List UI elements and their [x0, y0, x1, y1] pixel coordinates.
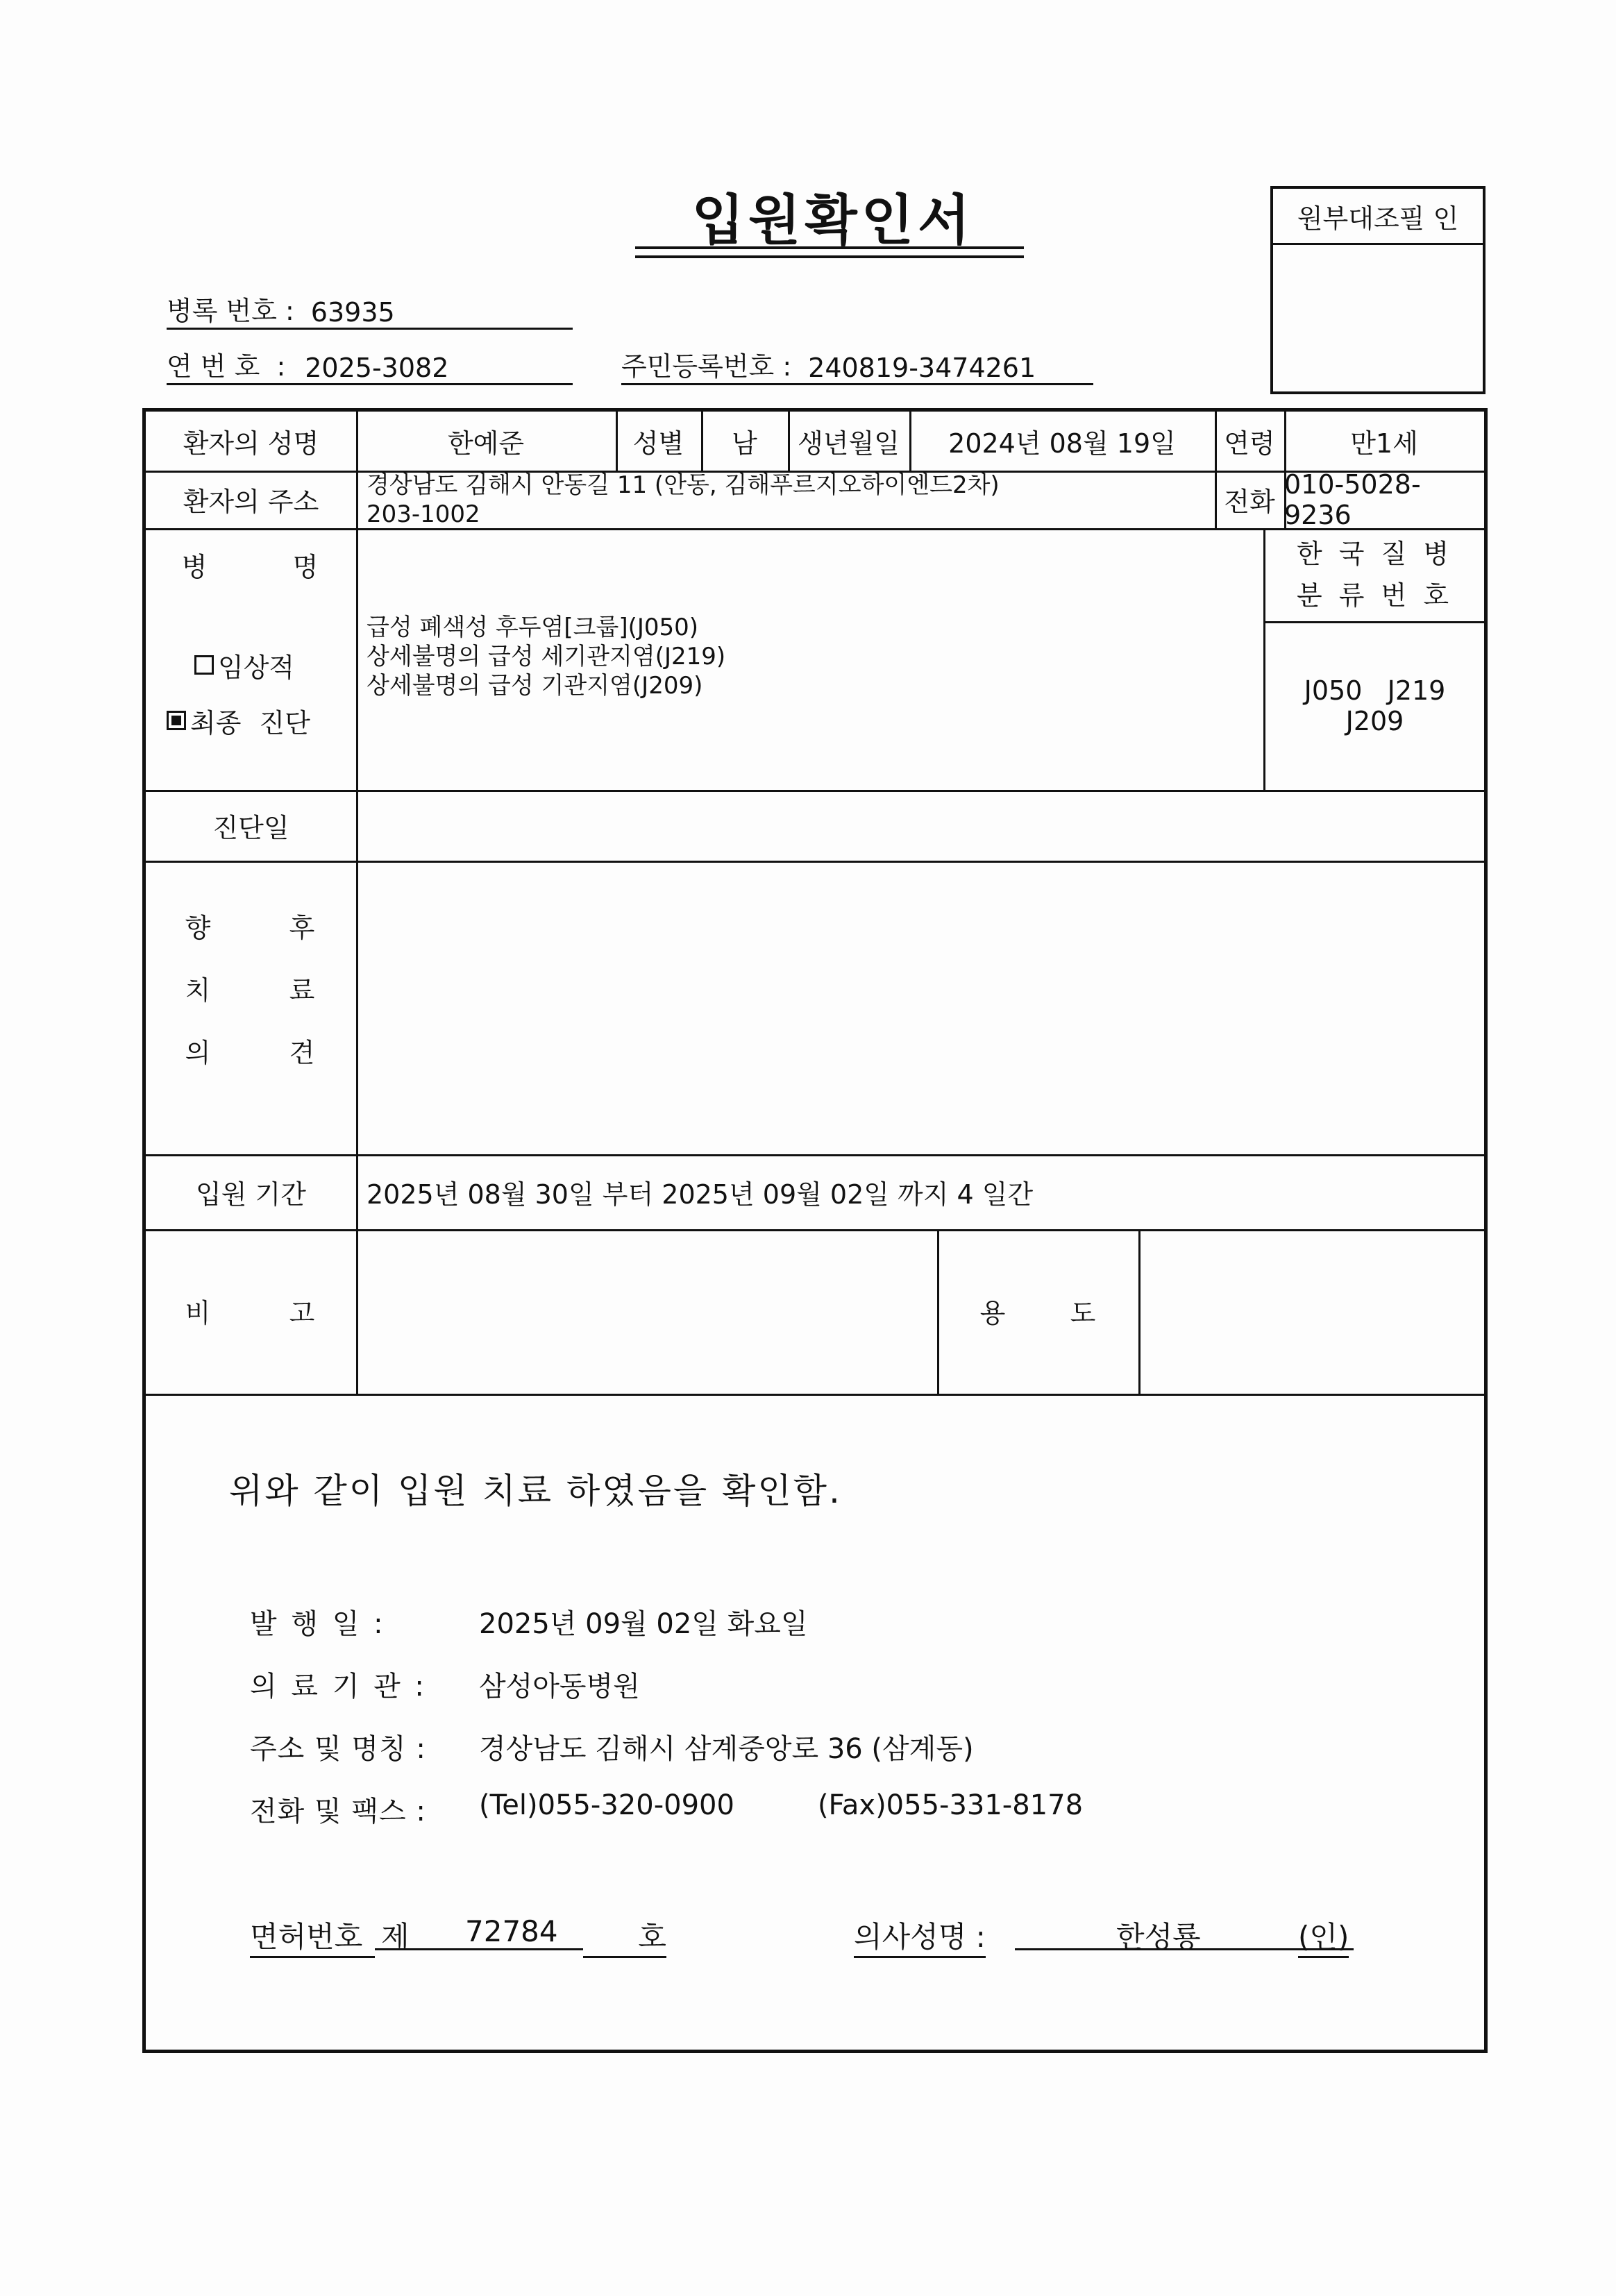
sex-label: 성별: [632, 428, 684, 459]
kcd-codes-line-2: J209: [1345, 705, 1404, 736]
issue-date-label: 발 행 일 :: [250, 1608, 386, 1640]
form-table: [142, 408, 1488, 2053]
doctor-label: 의사성명 :: [854, 1914, 986, 1958]
issue-date-row: [250, 1602, 808, 1641]
patient-name: 한예준: [447, 428, 525, 459]
address-line-2: 203-1002: [367, 500, 480, 528]
seal-mark: (인): [1298, 1914, 1349, 1958]
doctor-row: [854, 1914, 1374, 1953]
title-underline: [635, 246, 1024, 249]
address-line-1: 경상남도 김해시 안동길 11 (안동, 김해푸르지오하이엔드2차): [367, 471, 1000, 499]
patient-name-label: 환자의 성명: [183, 428, 319, 459]
admission-period-label: 입원 기간: [196, 1179, 306, 1210]
doctor-name: 한성룡: [1116, 1920, 1201, 1954]
dob-label: 생년월일: [798, 428, 900, 459]
age-label: 연령: [1224, 428, 1275, 459]
license-row: [250, 1914, 889, 1953]
resident-number-line: [621, 347, 1093, 385]
serial-number-value: 2025-3082: [305, 353, 449, 383]
kcd-codes-line-1: J050 J219: [1304, 675, 1446, 706]
clinical-checkbox[interactable]: [194, 644, 354, 686]
address-label: 환자의 주소: [183, 487, 319, 517]
license-suffix: 호: [583, 1914, 666, 1958]
final-diagnosis-checkbox-box[interactable]: [167, 711, 186, 730]
resident-number-label: 주민등록번호 :: [621, 351, 792, 382]
institution-address-row: [250, 1727, 974, 1766]
serial-number-label: 연 번 호 :: [167, 351, 286, 382]
tel-value: (Tel)055-320-0900: [479, 1789, 734, 1821]
opinion-2b: 료: [289, 974, 315, 1006]
tel-fax-label: 전화 및 팩스 :: [250, 1796, 426, 1827]
opinion-3b: 견: [289, 1037, 315, 1068]
diagnosis-list: [367, 613, 1255, 710]
fax-value: (Fax)055-331-8178: [817, 1789, 1084, 1821]
kcd-codes: [1265, 621, 1484, 790]
kcd-header: [1265, 528, 1484, 621]
final-label-b: 진단: [259, 707, 310, 738]
opinion-3a: 의: [185, 1037, 211, 1068]
phone-label: 전화: [1224, 487, 1275, 517]
license-label: 면허번호 제: [250, 1914, 375, 1958]
institution-label: 의 료 기 관 :: [250, 1671, 427, 1703]
institution-row: [250, 1664, 640, 1704]
issue-date-value: 2025년 09월 02일 화요일: [479, 1608, 808, 1640]
kcd-header-line-2: 분 류 번 호: [1296, 580, 1454, 611]
record-number-value: 63935: [310, 297, 395, 328]
admission-period-value: 2025년 08월 30일 부터 2025년 09월 02일 까지 4 일간: [367, 1179, 1034, 1210]
institution-address-value: 경상남도 김해시 삼계중앙로 36 (삼계동): [479, 1733, 974, 1765]
tel-fax-row: [250, 1789, 1083, 1829]
institution-address-label: 주소 및 명칭 :: [250, 1733, 426, 1765]
final-label-a: 최종: [190, 707, 242, 738]
serial-number-line: [167, 347, 573, 385]
resident-number-value: 240819-3474261: [808, 353, 1036, 383]
diagnosis-item: 상세불명의 급성 세기관지염(J219): [367, 643, 726, 670]
diagnosis-item: 상세불명의 급성 기관지염(J209): [367, 672, 703, 700]
use-label-a: 용: [979, 1297, 1006, 1328]
kcd-header-line-1: 한 국 질 병: [1296, 539, 1454, 569]
opinion-1a: 향: [185, 912, 211, 943]
institution-value: 삼성아동병원: [479, 1671, 640, 1703]
dob-value: 2024년 08월 19일: [948, 428, 1176, 459]
phone-value: 010-5028-9236: [1284, 469, 1421, 530]
sex-value: 남: [732, 428, 757, 459]
diagnosis-date-label: 진단일: [212, 812, 289, 843]
diagnosis-item: 급성 폐색성 후두염[크룹](J050): [367, 614, 699, 641]
opinion-1b: 후: [289, 912, 315, 943]
remarks-label-b: 고: [289, 1297, 315, 1328]
address-value: [367, 471, 1210, 528]
title-underline-2: [635, 255, 1024, 258]
stamp-box: [1270, 186, 1485, 394]
clinical-checkbox-box[interactable]: [194, 655, 214, 675]
confirmation-text: 위와 같이 입원 치료 하였음을 확인함.: [229, 1471, 842, 1511]
disease-label-b: 명: [292, 551, 319, 582]
use-label-b: 도: [1070, 1297, 1096, 1328]
stamp-header: 원부대조필 인: [1273, 189, 1483, 245]
clinical-label: 임상적: [218, 652, 295, 683]
remarks-label-a: 비: [185, 1297, 211, 1328]
record-number-label: 병록 번호 :: [167, 296, 294, 326]
age-value: 만1세: [1350, 428, 1418, 459]
disease-label-a: 병: [181, 551, 208, 582]
opinion-2a: 치: [185, 974, 211, 1006]
final-diagnosis-checkbox[interactable]: [167, 700, 354, 741]
license-number: 72784: [465, 1914, 558, 1948]
document-title: 입원확인서: [691, 189, 975, 252]
record-number-line: [167, 292, 573, 330]
